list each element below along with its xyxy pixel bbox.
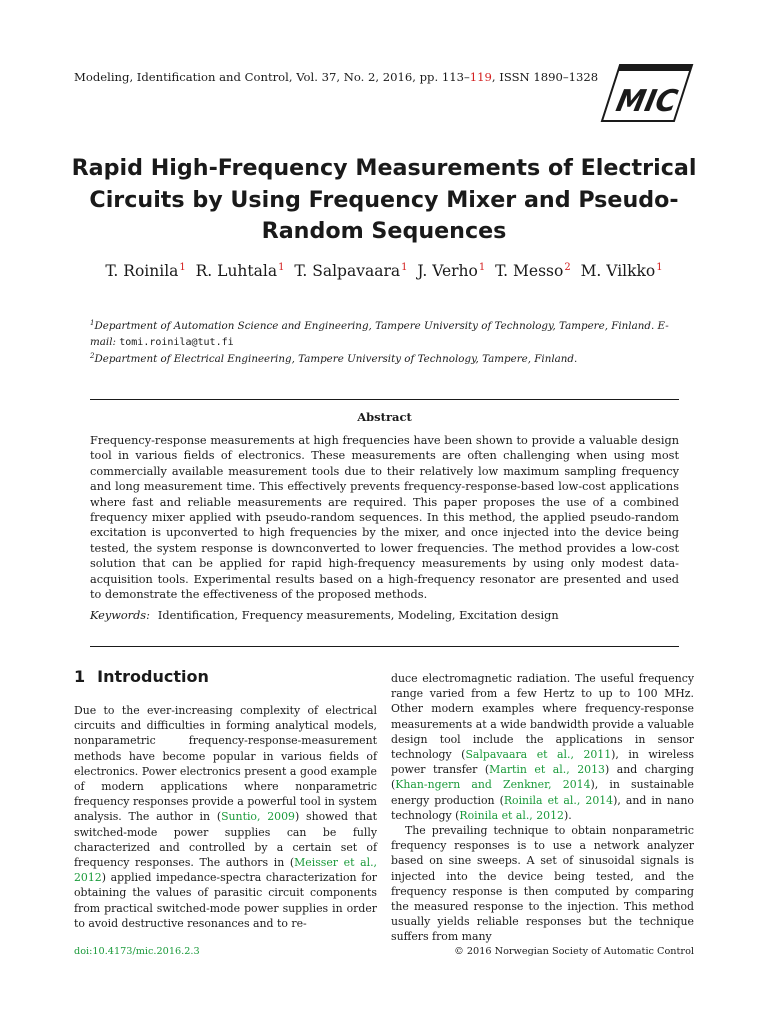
- body-text: ) applied impedance-spectra characterization for obtaining the values of parasitic circuit components from practical switched-mode power supplies in order to avoid destructive resonances and to re-: [74, 871, 377, 930]
- paragraph: [74, 703, 377, 931]
- copyright: © 2016 Norwegian Society of Automatic Control: [454, 946, 694, 957]
- citation-link[interactable]: Salpavaara et al., 2011: [465, 748, 612, 762]
- author: T. Salpavaara: [294, 262, 401, 280]
- author-affiliation-mark[interactable]: 2: [564, 262, 571, 273]
- body-text: ), in sustainable energy production (: [391, 778, 694, 807]
- affiliation-number: 1: [90, 319, 95, 327]
- citation-link[interactable]: Roinila et al., 2014: [503, 793, 614, 807]
- abstract-top-rule: [90, 399, 679, 400]
- body-text: ) and charging (: [391, 763, 694, 792]
- mic-journal-logo: [600, 63, 694, 123]
- keywords-label: Keywords:: [90, 609, 150, 622]
- section-title: Introduction: [97, 667, 209, 686]
- abstract-heading: Abstract: [357, 410, 412, 424]
- author-email[interactable]: tomi.roinila@tut.fi: [119, 337, 234, 348]
- journal-citation: Modeling, Identification and Control, Vol. 37, No. 2, 2016, pp. 113–: [74, 70, 470, 84]
- right-column: [391, 671, 694, 945]
- journal-header: [74, 70, 598, 84]
- affiliation-number: 2: [90, 352, 95, 360]
- author-affiliation-mark[interactable]: 1: [401, 262, 408, 273]
- citation-link[interactable]: Khan-ngern and Zenkner, 2014: [395, 778, 591, 792]
- abstract-text: Frequency-response measurements at high frequencies have been shown to provide a valuable design tool in various fields of electronics. These measurements are often challenging when using most commercially available measurement tools due to their relatively low maximum sampling frequency and long measurement time. This effectively prevents frequency-response-based low-cost applications where fast and reliable measurements are required. This paper proposes the use of a combined frequency mixer applied with pseudo-random sequences. In this method, the applied pseudo-random excitation is upconverted to high frequencies by the mixer, and once injected into the device being tested, the system response is downconverted to lower frequencies. The method provides a low-cost solution that can be applied for rapid high-frequency measurements by using only modest data-acquisition tools. Experimental results based on a high-frequency resonator are presented and used to demonstrate the effectiveness of the proposed methods.: [90, 434, 679, 602]
- last-page-link[interactable]: 119: [469, 70, 492, 84]
- affiliation-2: [90, 348, 682, 367]
- body-text: ), in wireless power transfer (: [391, 748, 694, 777]
- author-affiliation-mark[interactable]: 1: [656, 262, 663, 273]
- logo-text: MIC: [613, 84, 684, 119]
- author-affiliation-mark[interactable]: 1: [478, 262, 486, 273]
- citation-link[interactable]: Roinila et al., 2012: [459, 808, 564, 822]
- author: R. Luhtala: [195, 262, 278, 280]
- keywords-list: Identification, Frequency measurements, Modeling, Excitation design: [157, 609, 559, 622]
- affiliation-text: Department of Automation Science and Engineering, Tampere University of Technology, Tampere, Finland. E-mail:: [90, 320, 669, 348]
- section-heading: [74, 667, 209, 686]
- paper-title: Rapid High-Frequency Measurements of Electrical Circuits by Using Frequency Mixer and Pseudo-Random Sequences: [71, 155, 697, 244]
- left-column: [74, 703, 377, 931]
- author: T. Roinila: [105, 262, 179, 280]
- body-text: ) showed that switched-mode power supplies can be fully characterized and controlled by a certain set of frequency responses. The authors in (: [74, 810, 377, 870]
- affiliation-1: [90, 315, 682, 351]
- author-list: [40, 262, 728, 280]
- body-text: ), and in nano technology (: [391, 793, 694, 822]
- section-number: 1: [74, 667, 86, 686]
- citation-link[interactable]: Meisser et al., 2012: [74, 856, 377, 885]
- affiliation-text: Department of Electrical Engineering, Tampere University of Technology, Tampere, Finland.: [94, 353, 578, 365]
- paragraph: The prevailing technique to obtain nonparametric frequency responses is to use a network analyzer based on sine sweeps. A set of sinusoidal signals is injected into the device being tested, and the frequency response is then computed by comparing the measured response to the injection. This method usually yields reliable responses but the technique suffers from many: [391, 824, 694, 944]
- body-text: duce electromagnetic radiation. The useful frequency range varied from a few Hertz to up to 100 MHz. Other modern examples where frequency-response measurements at a wide bandwidth provide a valuable design tool include the applications in sensor technology (: [391, 672, 694, 762]
- paragraph: [391, 671, 694, 823]
- keywords: [90, 609, 559, 622]
- body-text: ).: [563, 808, 572, 822]
- author: J. Verho: [417, 262, 478, 280]
- doi-link[interactable]: doi:10.4173/mic.2016.2.3: [74, 946, 200, 957]
- abstract-bottom-rule: [90, 646, 679, 647]
- issn: , ISSN 1890–1328: [491, 70, 599, 84]
- citation-link[interactable]: Suntio, 2009: [221, 810, 295, 824]
- body-text: Due to the ever-increasing complexity of electrical circuits and difficulties in forming analytical models, nonparametric frequency-response-measurement methods have become popular in various fields of electronics. Power electronics present a good example of modern applications where nonparametric frequency responses provide a powerful tool in system analysis. The author in (: [74, 704, 377, 824]
- author: M. Vilkko: [580, 262, 656, 280]
- author-affiliation-mark[interactable]: 1: [179, 262, 186, 273]
- author: T. Messo: [495, 262, 564, 280]
- author-affiliation-mark[interactable]: 1: [278, 262, 285, 273]
- citation-link[interactable]: Martin et al., 2013: [489, 763, 605, 777]
